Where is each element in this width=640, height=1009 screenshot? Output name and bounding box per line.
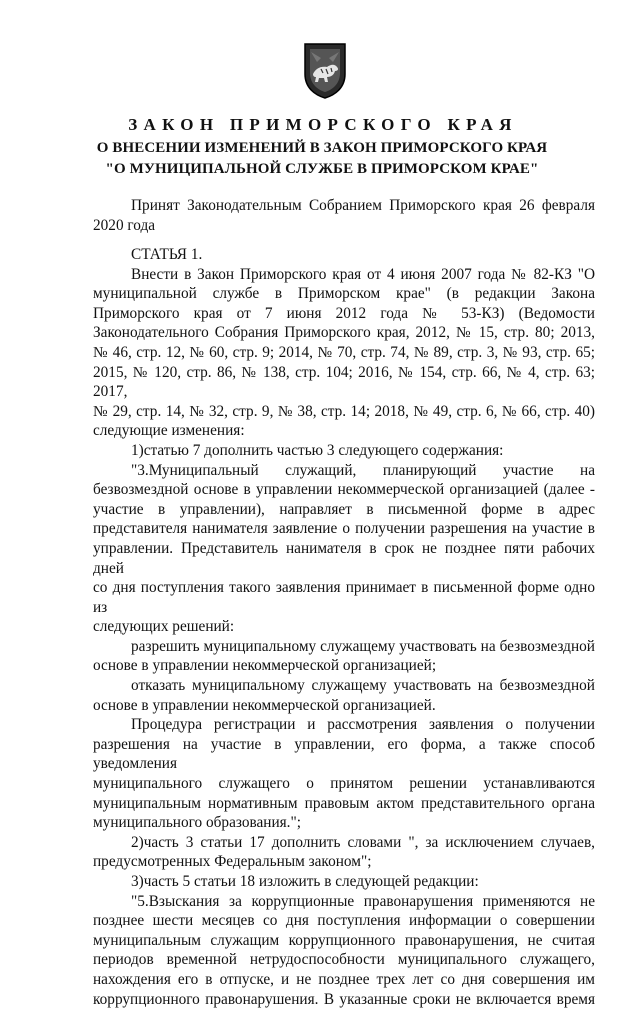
body-line: № 29, стр. 14, № 32, стр. 9, № 38, стр. 14; 2018, № 49, стр. 6, № 66, стр. 40) — [93, 402, 595, 420]
body-line: основе в управлении некоммерческой организацией; — [93, 657, 437, 675]
body-line: управлении. Представитель нанимателя в срок не позднее пяти рабочих дней — [93, 539, 595, 577]
body-line: участие в управлении), направляет в письменной форме в адрес — [93, 500, 595, 518]
body-line: № 46, стр. 12, № 60, стр. 9; 2014, № 70, стр. 74, № 89, стр. 3, № 93, стр. 65; — [93, 343, 595, 361]
body-line: разрешения на участие в управлении, его форма, а также способ уведомления — [93, 735, 595, 773]
adoption-line: Принят Законодательным Собранием Приморского края 26 февраля — [131, 197, 595, 214]
body-line: коррупционного правонарушения. В указанные сроки не включается время — [93, 990, 595, 1008]
body-line: муниципальной службе в Приморском крае" (в редакции Закона — [93, 285, 595, 303]
law-subtitle-line-2: "О МУНИЦИПАЛЬНОЙ СЛУЖБЕ В ПРИМОРСКОМ КРАЕ" — [105, 161, 539, 177]
body-line: муниципальным нормативным правовым актом представительного органа — [93, 794, 595, 812]
coat-of-arms-emblem — [301, 40, 349, 100]
body-line: разрешить муниципальному служащему участвовать на безвозмездной — [131, 637, 595, 655]
body-line: 3)часть 5 статьи 18 изложить в следующей редакции: — [131, 873, 479, 890]
body-line: "3.Муниципальный служащий, планирующий участие на — [131, 461, 595, 479]
body-line: нахождения его в отпуске, и не позднее трех лет со дня совершения им — [93, 970, 595, 988]
body-line: муниципальным служащим коррупционного правонарушения, не считая — [93, 931, 595, 949]
law-title: ЗАКОН ПРИМОРСКОГО КРАЯ — [128, 115, 518, 134]
body-line: периодов временной нетрудоспособности муниципального служащего, — [93, 951, 595, 969]
body-line: Приморского края от 7 июня 2012 года № 53-КЗ) (Ведомости — [93, 304, 595, 322]
adoption-note — [93, 196, 595, 235]
body-line: следующие изменения: — [93, 422, 245, 440]
body-line: безвозмездной основе в управлении некоммерческой организацией (далее - — [93, 481, 595, 499]
body-line: муниципального служащего о принятом решении устанавливаются — [93, 775, 595, 793]
body-line: 1)статью 7 дополнить частью 3 следующего содержания: — [131, 441, 504, 459]
body-line: предусмотренных Федеральным законом"; — [93, 853, 372, 871]
body-line: 2)часть 3 статьи 17 дополнить словами ", за исключением случаев, — [131, 833, 595, 851]
article-body — [93, 245, 595, 1009]
body-line: 2015, № 120, стр. 86, № 138, стр. 104; 2016, № 154, стр. 66, № 4, стр. 63; 2017, — [93, 363, 595, 401]
body-line: позднее шести месяцев со дня поступления информации о совершении — [93, 912, 595, 930]
body-line: Законодательного Собрания Приморского края, 2012, № 15, стр. 80; 2013, — [93, 324, 595, 342]
body-line: со дня поступления такого заявления принимает в письменной форме одно из — [93, 579, 595, 616]
body-line: отказать муниципальному служащему участвовать на безвозмездной — [131, 677, 595, 695]
law-subtitle-line-1: О ВНЕСЕНИИ ИЗМЕНЕНИЙ В ЗАКОН ПРИМОРСКОГО КРАЯ — [96, 140, 548, 156]
body-line: Внести в Закон Приморского края от 4 июня 2007 года № 82-КЗ "О — [131, 265, 595, 283]
body-line: Процедура регистрации и рассмотрения заявления о получении — [131, 716, 595, 734]
body-line: муниципального образования."; — [93, 814, 302, 832]
body-line: представителя нанимателя заявление о получении разрешения на участие в — [93, 520, 595, 538]
article-heading: СТАТЬЯ 1. — [131, 246, 203, 263]
adoption-line: 2020 года — [93, 216, 156, 234]
body-line: следующих решений: — [93, 618, 235, 636]
body-line: "5.Взыскания за коррупционные правонарушения применяются не — [131, 892, 595, 910]
body-line: основе в управлении некоммерческой организацией. — [93, 696, 436, 714]
